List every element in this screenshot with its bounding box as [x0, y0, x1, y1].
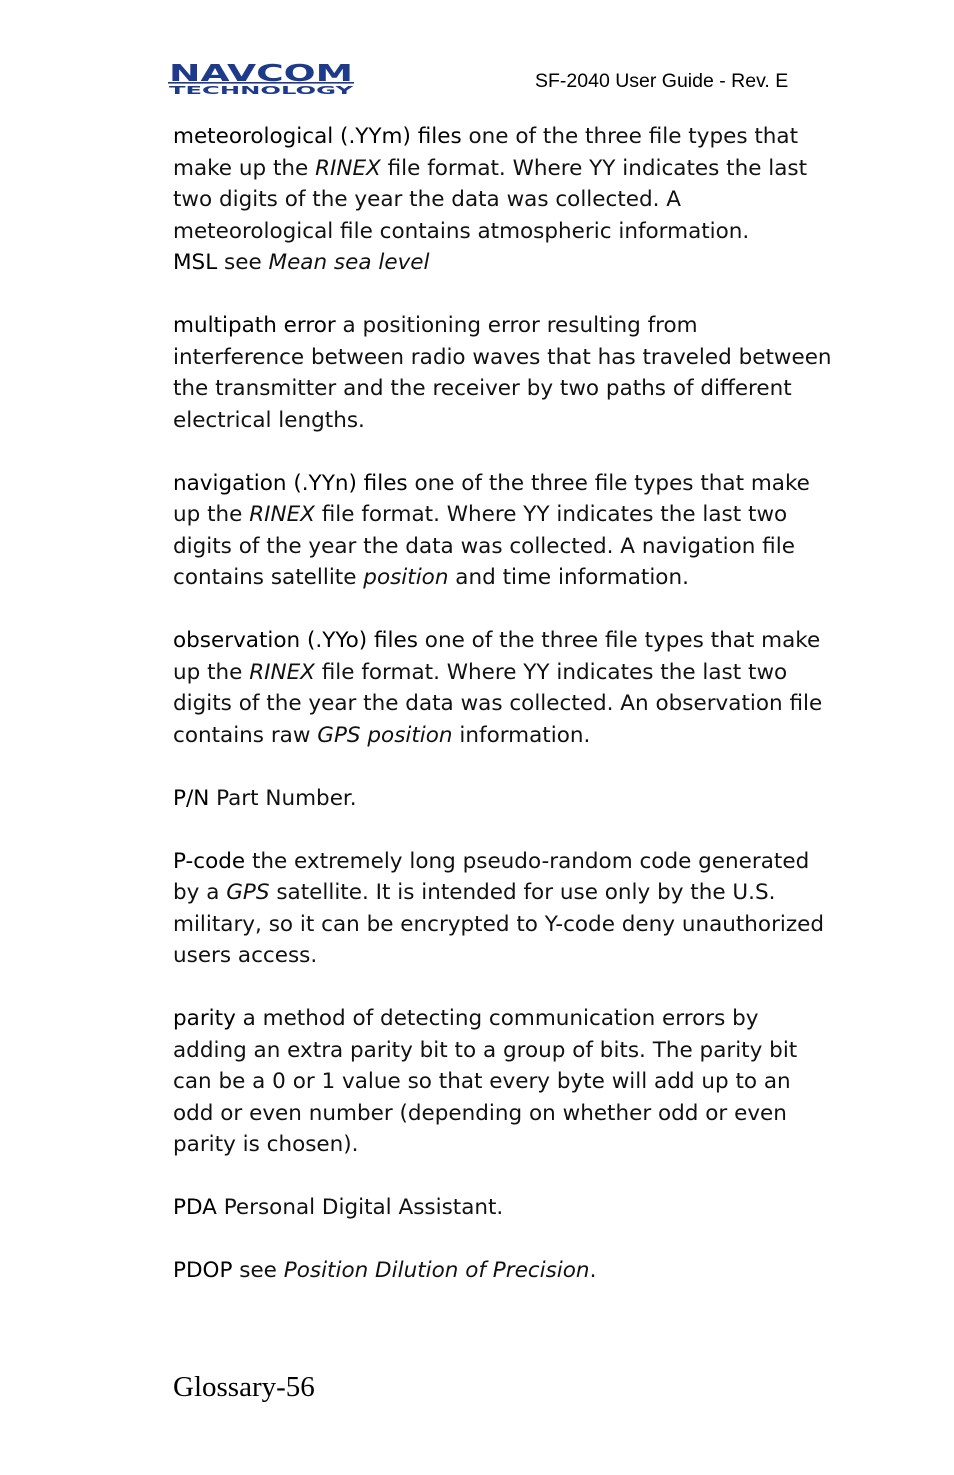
document-title: SF-2040 User Guide - Rev. E	[535, 70, 789, 92]
glossary-reference: GPS	[226, 880, 270, 905]
glossary-definition: see	[232, 1258, 284, 1283]
glossary-definition: file format. Where YY indicates the last two digits of the year the data was collected. An observation file contains raw	[173, 659, 823, 748]
glossary-reference: Mean sea level	[268, 250, 430, 275]
glossary-definition: the extremely long pseudo-random code generated by a	[173, 848, 810, 905]
glossary-definition: a positioning error resulting from interference between radio waves that has traveled between the transmitter and the receiver by two paths of different electrical lengths.	[173, 313, 832, 433]
glossary-term: observation (.YYo) files	[173, 628, 418, 653]
glossary-entry	[173, 310, 833, 436]
glossary-entry	[173, 468, 833, 594]
glossary-definition: file format. Where YY indicates the last two digits of the year the data was collected. A navigation file contains satellite	[173, 502, 795, 590]
glossary-definition: see	[217, 250, 269, 275]
glossary-definition: information.	[452, 722, 591, 748]
glossary-definition: satellite. It is intended for use only by the U.S. military, so it can be encrypted to Y-code deny unauthorized users access.	[173, 880, 825, 968]
glossary-term: PDA	[173, 1195, 217, 1220]
logo-brand-text: NAVCOM	[169, 62, 353, 87]
glossary-term: parity	[173, 1006, 236, 1031]
logo-sub-text: TECHNOLOGY	[169, 84, 354, 96]
glossary-definition: and time information.	[448, 565, 689, 590]
glossary-term: PDOP	[173, 1258, 233, 1283]
glossary-entry	[173, 783, 833, 815]
glossary-term: MSL	[173, 250, 218, 275]
glossary-term: P-code	[173, 848, 246, 874]
glossary-definition: file format. Where YY indicates the last two digits of the year the data was collected. A meteorological file contains atmospheric information.	[173, 155, 808, 244]
glossary-entries	[173, 121, 833, 1318]
glossary-definition: Personal Digital Assistant.	[216, 1195, 504, 1220]
glossary-definition: .	[589, 1258, 597, 1283]
glossary-reference: position	[363, 565, 449, 590]
glossary-term: navigation (.YYn) files	[173, 470, 408, 496]
glossary-definition: one of the three file types that make up the	[173, 628, 821, 685]
glossary-entry	[173, 846, 833, 972]
glossary-reference: RINEX	[315, 155, 381, 181]
glossary-term: P/N	[173, 785, 210, 811]
navcom-logo-graphic	[168, 62, 354, 96]
glossary-entry	[173, 1003, 833, 1161]
glossary-entry	[173, 121, 833, 247]
glossary-definition: one of the three file types that make up the	[173, 470, 810, 527]
glossary-definition: a method of detecting communication errors by adding an extra parity bit to a group of bits. The parity bit can be a 0 or 1 value so that every byte will add up to an odd or even number (depending on whether odd or even parity is chosen).	[173, 1006, 798, 1157]
glossary-reference: RINEX	[249, 502, 315, 527]
glossary-definition: Part Number.	[209, 785, 357, 811]
glossary-entry	[173, 625, 833, 751]
glossary-definition: one of the three file types that make up the	[173, 124, 799, 181]
glossary-term: multipath error	[173, 313, 336, 338]
navcom-logo	[168, 62, 354, 96]
glossary-reference: GPS position	[317, 722, 453, 748]
glossary-entry	[173, 1255, 833, 1287]
page-number: Glossary-56	[173, 1371, 315, 1403]
glossary-reference: RINEX	[249, 659, 315, 685]
glossary-entry	[173, 247, 833, 279]
glossary-entry	[173, 1192, 833, 1224]
glossary-term: meteorological (.YYm) files	[173, 124, 462, 149]
glossary-reference: Position Dilution of Precision	[283, 1258, 590, 1283]
